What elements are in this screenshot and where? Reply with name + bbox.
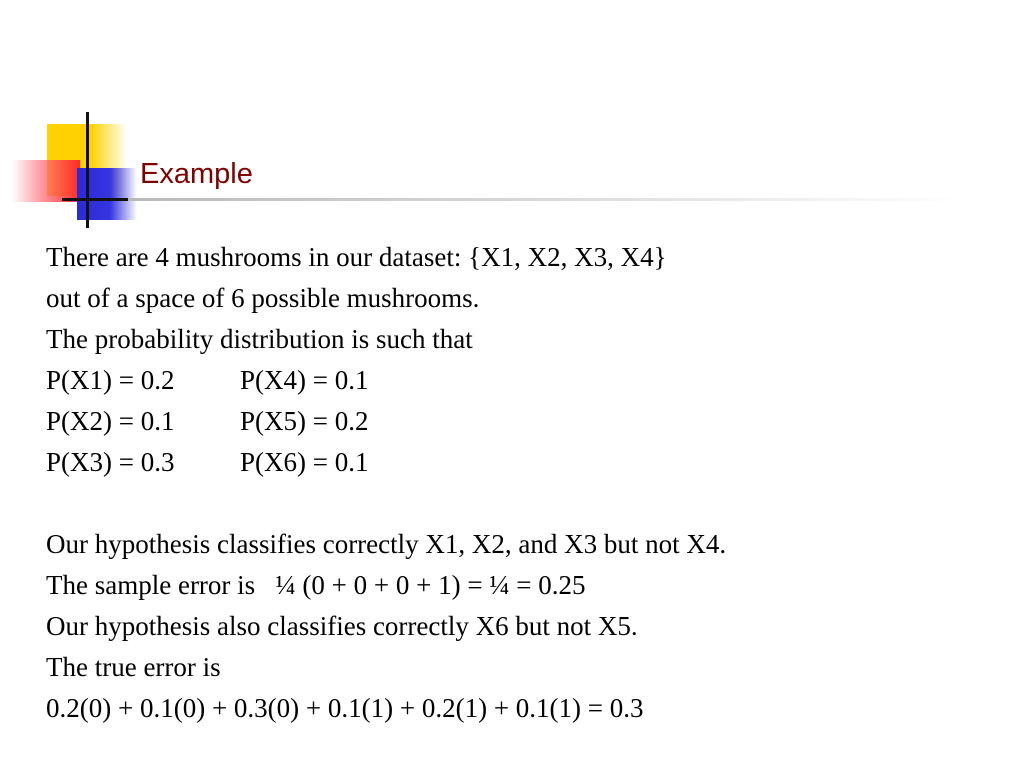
probability-x6: P(X6) = 0.1	[240, 447, 369, 477]
body-line-hypothesis: Our hypothesis classifies correctly X1, X2, and X3 but not X4.	[46, 529, 727, 559]
probability-row	[46, 401, 1006, 442]
vertical-line-decoration	[86, 112, 89, 228]
body-line-sample-error: The sample error is ¼ (0 + 0 + 0 + 1) = ¼ = 0.25	[46, 570, 586, 600]
probability-x1: P(X1) = 0.2	[46, 365, 175, 395]
corner-ornament	[0, 0, 160, 240]
slide-title: Example	[140, 158, 253, 190]
slide-body	[46, 237, 1006, 729]
red-square-decoration	[12, 160, 80, 202]
probability-x3: P(X3) = 0.3	[46, 447, 175, 477]
body-line-dataset: There are 4 mushrooms in our dataset: {X1, X2, X3, X4}	[46, 242, 667, 272]
body-line-true-error-label: The true error is	[46, 652, 221, 682]
body-line-distribution: The probability distribution is such that	[46, 324, 473, 354]
probability-x2: P(X2) = 0.1	[46, 406, 175, 436]
body-line-true-error-formula: 0.2(0) + 0.1(0) + 0.3(0) + 0.1(1) + 0.2(1) + 0.1(1) = 0.3	[46, 693, 644, 723]
title-underline-rule	[128, 198, 968, 201]
probability-x4: P(X4) = 0.1	[240, 365, 369, 395]
probability-row	[46, 360, 1006, 401]
probability-row	[46, 442, 1006, 483]
body-line-space: out of a space of 6 possible mushrooms.	[46, 283, 480, 313]
probability-x5: P(X5) = 0.2	[240, 406, 369, 436]
body-line-hypothesis-also: Our hypothesis also classifies correctly X6 but not X5.	[46, 611, 638, 641]
blank-line	[46, 483, 1006, 524]
